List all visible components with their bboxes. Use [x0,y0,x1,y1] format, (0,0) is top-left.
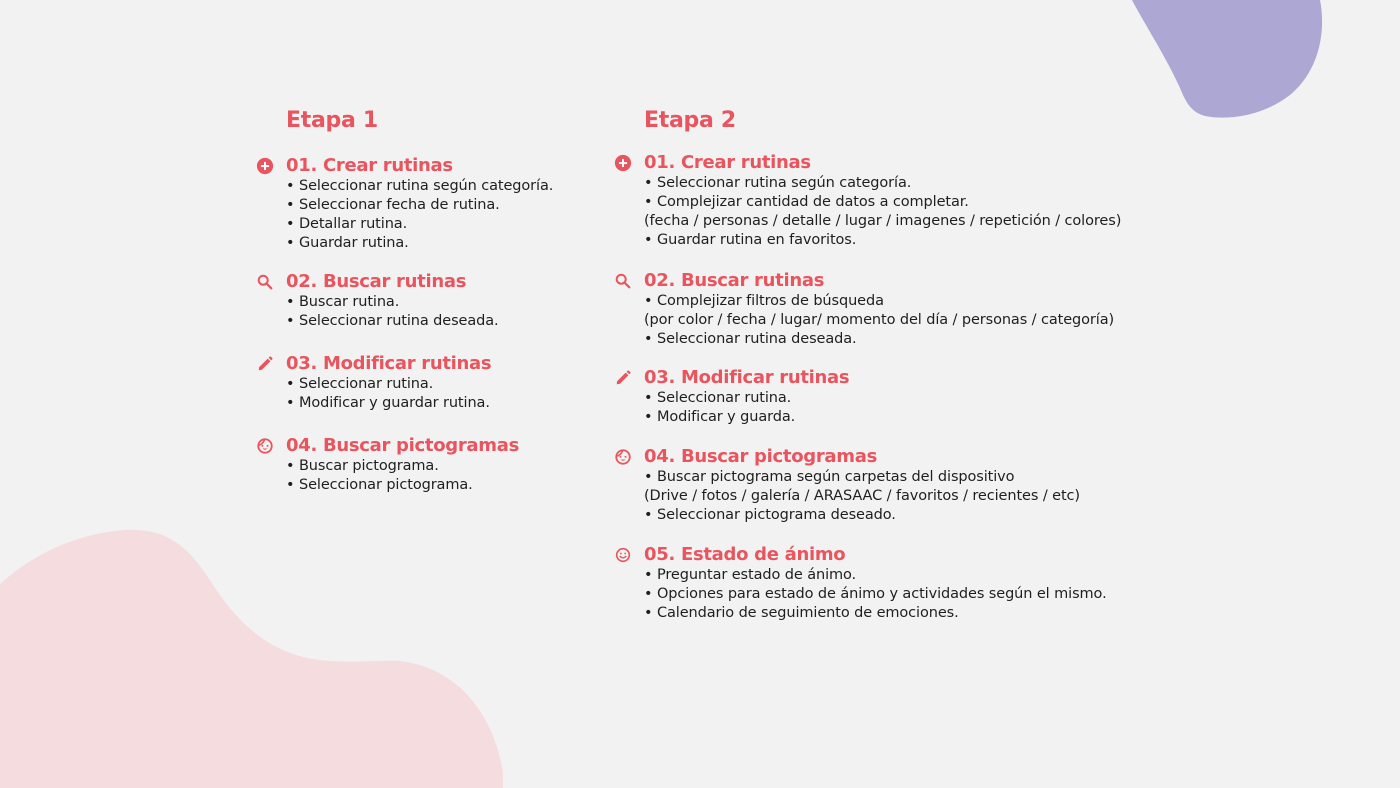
list-item: • Buscar rutina. [286,294,400,310]
stage-1-section-crear-rutinas [286,155,553,253]
list-item: • Opciones para estado de ánimo y actividades según el mismo. [644,586,1107,602]
child-face-icon [614,448,632,466]
list-item: • Buscar pictograma. [286,458,439,474]
list-item: (por color / fecha / lugar/ momento del día / personas / categoría) [644,312,1115,328]
stage-1-title: Etapa 1 [286,108,378,133]
list-item: • Detallar rutina. [286,216,408,232]
section-title: 05. Estado de ánimo [644,544,846,565]
section-title: 02. Buscar rutinas [286,271,467,292]
pencil-icon [256,355,274,373]
list-item: • Complejizar filtros de búsqueda [644,293,884,309]
section-title: 03. Modificar rutinas [286,353,492,374]
stage-2-section-buscar-pictogramas [644,446,1080,525]
list-item: • Buscar pictograma según carpetas del dispositivo [644,469,1015,485]
section-title: 04. Buscar pictogramas [644,446,877,467]
purple-blob-decoration [1120,0,1340,125]
list-item: • Modificar y guardar rutina. [286,395,490,411]
section-title: 01. Crear rutinas [644,152,811,173]
plus-circle-icon [256,157,274,175]
stage-1-section-buscar-rutinas [286,271,499,331]
list-item: • Modificar y guarda. [644,409,796,425]
list-item: • Seleccionar pictograma deseado. [644,507,896,523]
search-icon [256,273,274,291]
child-face-icon [256,437,274,455]
section-title: 02. Buscar rutinas [644,270,825,291]
stage-2-title: Etapa 2 [644,108,736,133]
stage-2-section-modificar-rutinas [644,367,850,427]
smiley-icon [614,546,632,564]
search-icon [614,272,632,290]
stage-2-section-buscar-rutinas [644,270,1114,349]
stage-2-section-estado-de-animo [644,544,1107,623]
list-item: • Seleccionar rutina según categoría. [286,178,554,194]
list-item: • Seleccionar rutina según categoría. [644,175,912,191]
list-item: • Guardar rutina. [286,235,409,251]
stage-2-section-crear-rutinas [644,152,1121,250]
stage-1-section-modificar-rutinas [286,353,490,413]
stage-1-section-buscar-pictogramas [286,435,519,495]
list-item: (Drive / fotos / galería / ARASAAC / favoritos / recientes / etc) [644,488,1080,504]
section-title: 04. Buscar pictogramas [286,435,519,456]
section-title: 01. Crear rutinas [286,155,453,176]
plus-circle-icon [614,154,632,172]
list-item: • Seleccionar pictograma. [286,477,473,493]
pink-blob-decoration [0,528,510,788]
list-item: • Calendario de seguimiento de emociones. [644,605,959,621]
list-item: • Seleccionar fecha de rutina. [286,197,500,213]
list-item: • Seleccionar rutina. [286,376,434,392]
list-item: • Seleccionar rutina. [644,390,792,406]
pencil-icon [614,369,632,387]
list-item: • Complejizar cantidad de datos a completar. [644,194,969,210]
section-title: 03. Modificar rutinas [644,367,850,388]
list-item: (fecha / personas / detalle / lugar / imagenes / repetición / colores) [644,213,1122,229]
list-item: • Seleccionar rutina deseada. [286,313,499,329]
list-item: • Guardar rutina en favoritos. [644,232,857,248]
list-item: • Preguntar estado de ánimo. [644,567,857,583]
list-item: • Seleccionar rutina deseada. [644,331,857,347]
